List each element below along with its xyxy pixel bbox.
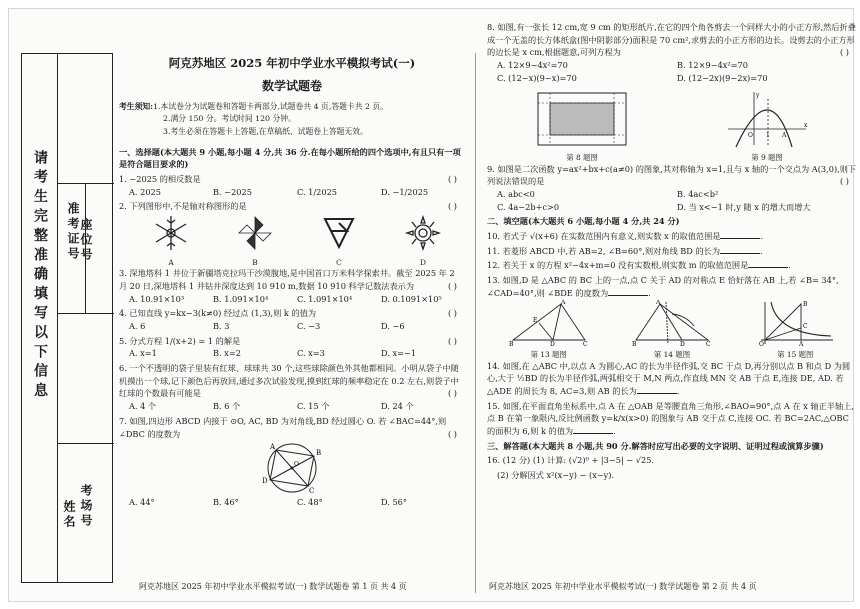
question-2-answer-box[interactable]: ( ): [448, 201, 457, 212]
question-7: [119, 415, 465, 440]
question-14-stem: 14. 如图,在 △ABC 中,以点 A 为圆心,AC 的长为半径作弧,交 BC 于点 D,再分别以点 B 和点 D 为圆心,大于 ½BD 的长为半径作弧,两弧相交于 M,N 两点,作直线 MN 交 AB 于点 E,连接 DE, AD. 若 △ADE 的周长为 8, AC=3,则 AB 的长为: [487, 360, 851, 396]
svg-text:O: O: [294, 461, 299, 469]
question-6: [119, 362, 465, 400]
q13-answer-blank[interactable]: [608, 288, 648, 296]
question-6-options: [119, 400, 465, 413]
svg-text:B: B: [803, 300, 808, 308]
question-9: [487, 163, 857, 188]
exam-empty-cell: [58, 54, 114, 184]
question-4-options: [119, 320, 465, 333]
q1-option-d[interactable]: D. −1/2025: [381, 186, 429, 197]
question-9-options: [487, 188, 857, 213]
q7-option-c[interactable]: C. 48°: [297, 497, 323, 508]
q8-option-d[interactable]: D. (12−2x)(9−2x)=70: [677, 72, 768, 83]
question-10-stem: 10. 若式子 √(x+6) 在实数范围内有意义,则实数 x 的取值范围是: [487, 231, 721, 242]
q3-option-b[interactable]: B. 1.091×10⁴: [213, 293, 269, 304]
q9-option-a[interactable]: A. abc<0: [497, 188, 535, 199]
inverse-function-figure: [755, 300, 835, 346]
question-14: 14. 如图,在 △ABC 中,以点 A 为圆心,AC 的长为半径作弧,交 BC 于点 D,再分别以点 B 和点 D 为圆心,大于 ½BD 的长为半径作弧,两弧相交于 M,N 两点,作直线 MN 交 AB 于点 E,连接 DE, AD. 若 △ADE 的周长为 8, AC=3,则 AB 的长为 .: [487, 360, 851, 396]
candidate-instructions: [119, 101, 465, 137]
question-1-options: [119, 186, 465, 199]
snowflake-icon: [149, 213, 193, 253]
compass-construction-figure: [632, 300, 712, 346]
question-8-options: [487, 59, 857, 84]
page-divider: [475, 53, 476, 593]
question-11-stem: 11. 若菱形 ABCD 中,若 AB=2, ∠B=60°,则对角线 BD 的长为: [487, 245, 721, 256]
svg-text:D: D: [262, 477, 268, 486]
q15-answer-blank[interactable]: [573, 426, 613, 434]
candidate-notice-text: 请考生完整准确填写以下信息: [32, 150, 48, 403]
svg-text:E: E: [532, 316, 538, 324]
q12-answer-blank[interactable]: [748, 260, 788, 268]
field-name-label: 姓名: [62, 500, 76, 530]
question-8: [487, 21, 857, 59]
question-3-answer-box[interactable]: ( ): [448, 280, 457, 291]
candidate-notice-column: [22, 54, 58, 582]
q1-option-a[interactable]: A. 2025: [129, 186, 161, 197]
fig13-container: [509, 300, 589, 358]
q8-option-a[interactable]: A. 12×9−4x²=70: [497, 60, 568, 71]
question-7-stem: 7. 如图,四边形 ABCD 内接于 ⊙O, AC, BD 为对角线,BD 经过圆心 O. 若 ∠BAC=44°,则 ∠DBC 的度数为: [119, 415, 447, 439]
question-7-answer-box[interactable]: ( ): [448, 428, 457, 439]
question-11: 11. 若菱形 ABCD 中,若 AB=2, ∠B=60°,则对角线 BD 的长为 .: [487, 245, 763, 256]
q5-option-d[interactable]: D. x=−1: [381, 348, 417, 359]
svg-text:C: C: [705, 340, 711, 346]
q5-option-a[interactable]: A. x=1: [129, 348, 157, 359]
instruction-line-3: 3.考生必须在答题卡上答题,在草稿纸、试题卷上答题无效。: [163, 126, 368, 136]
fig8-caption: 第 8 题图: [566, 152, 598, 162]
q2-figure-b[interactable]: [213, 213, 297, 265]
fig14-container: [632, 300, 712, 358]
svg-text:O: O: [748, 131, 753, 139]
question-9-answer-box[interactable]: ( ): [840, 176, 849, 187]
q3-option-a[interactable]: A. 10.91×10³: [129, 293, 185, 304]
pinwheel-icon: [233, 213, 277, 253]
rectangle-paper-figure: [534, 89, 630, 149]
question-5-answer-box[interactable]: ( ): [448, 335, 457, 346]
q1-option-b[interactable]: B. −2025: [213, 186, 252, 197]
q3-option-d[interactable]: D. 0.1091×10⁵: [381, 293, 442, 304]
question-1-stem: 1. −2025 的相反数是: [119, 174, 201, 185]
page-one-footer: 阿克苏地区 2025 年初中学业水平模拟考试(一) 数学试题卷 第 1 页 共 4 页: [139, 582, 407, 591]
q4-option-b[interactable]: B. 3: [213, 320, 230, 331]
q14-answer-blank[interactable]: [637, 386, 677, 394]
svg-text:A: A: [560, 299, 565, 306]
q9-option-b[interactable]: B. 4ac<b²: [677, 188, 719, 199]
fig15-caption: 第 15 题图: [777, 350, 814, 360]
q2-figure-d[interactable]: [381, 213, 465, 265]
question-1-answer-box[interactable]: ( ): [448, 174, 457, 185]
question-16-part2: (2) 分解因式 x²(x−y) − (x−y).: [497, 470, 615, 481]
q2-label-b: B: [252, 257, 258, 267]
question-4-stem: 4. 已知直线 y=kx−3(k≠0) 经过点 (1,3),则 k 的值为: [119, 308, 317, 319]
svg-text:C: C: [803, 322, 808, 330]
svg-text:D: D: [679, 340, 685, 346]
question-5-options: [119, 347, 465, 360]
section-two-heading: 二、填空题(本大题共 6 小题,每小题 4 分,共 24 分): [487, 216, 680, 227]
question-15-stem: 15. 如图,在平面直角坐标系中,点 A 在 △OAB 是等腰直角三角形,∠BAO=90°,点 A 在 x 轴正半轴上,点 B 在第一象限内,反比例函数 y=k/x(x>0) 的图象与 AB 交于点 C,连接 OC. 若 BC=2AC,△OBC 的面积为 6,则 k 的值为: [487, 400, 854, 437]
question-5-stem: 5. 分式方程 1/(x+2) = 1 的解是: [119, 335, 241, 346]
figures-8-9: [487, 89, 857, 161]
q7-option-d[interactable]: D. 56°: [381, 497, 407, 508]
field-room-number-label: 考场号: [79, 484, 93, 529]
page-two: [487, 19, 857, 539]
field-ticket-number[interactable]: [58, 184, 86, 314]
field-name-room[interactable]: [58, 444, 114, 584]
svg-text:B: B: [316, 449, 322, 458]
question-16-part1: 16. (12 分) (1) 计算: (√2)⁰ + |3−5| − √25.: [487, 455, 655, 466]
q5-option-c[interactable]: C. x=3: [297, 348, 325, 359]
exam-title: 阿克苏地区 2025 年初中学业水平模拟考试(一): [168, 56, 416, 70]
exam-sheet: [8, 8, 857, 602]
knot-shape-icon: [317, 213, 361, 253]
q6-option-b[interactable]: B. 6 个: [213, 401, 241, 412]
svg-text:O: O: [759, 340, 765, 346]
question-8-stem: 8. 如图,有一张长 12 cm,宽 9 cm 的矩形纸片,在它的四个角各剪去一个同样大小的小正方形,然后折叠成一个无盖的长方体纸盒(图中阴影部分)面积是 70 cm²,求剪去的小正方形的边长。设剪去的小正方形的边长是 x cm,根据题意,可列方程为: [487, 22, 856, 58]
fig14-caption: 第 14 题图: [653, 350, 691, 360]
q2-label-c: C: [336, 257, 342, 267]
instruction-line-1: 1.本试卷分为试题卷和答题卡两部分,试题卷共 4 页,答题卡共 2 页。: [153, 102, 389, 112]
q4-option-a[interactable]: A. 6: [129, 320, 146, 331]
page-one: [113, 53, 465, 573]
q8-option-c[interactable]: C. (12−x)(9−x)=70: [497, 72, 577, 83]
q7-figure: [119, 440, 465, 496]
field-seat-number-label: 座位号: [79, 218, 93, 263]
q6-option-c[interactable]: C. 15 个: [297, 401, 330, 412]
q7-option-a[interactable]: A. 44°: [129, 497, 155, 508]
fig9-container: [724, 89, 810, 161]
question-4: [119, 307, 465, 320]
svg-text:D: D: [549, 340, 555, 346]
section-one-heading: 一、选择题(本大题共 9 小题,每小题 4 分,共 36 分.在每小题所给的四个选项中,有且只有一项是符合题目要求的): [119, 146, 461, 170]
q5-option-b[interactable]: B. x=2: [213, 348, 241, 359]
q8-option-b[interactable]: B. 12×9−4x²=70: [677, 60, 748, 71]
question-13: 13. 如图,D 是 △ABC 的 BC 上的一点,点 C 关于 AD 的对称点 E 恰好落在 AB 上,若 ∠B= 34°, ∠CAD=40°,则 ∠BDE 的度数为 .: [487, 275, 839, 298]
q11-answer-blank[interactable]: [720, 246, 760, 254]
instructions-label: 考生须知:: [119, 102, 154, 112]
svg-text:y: y: [756, 91, 760, 99]
q2-label-a: A: [168, 257, 174, 267]
figures-13-15: [487, 300, 857, 358]
q2-label-d: D: [420, 257, 426, 267]
svg-text:C: C: [582, 340, 588, 346]
question-13-stem: 13. 如图,D 是 △ABC 的 BC 上的一点,点 C 关于 AD 的对称点 E 恰好落在 AB 上,若 ∠B= 34°, ∠CAD=40°,则 ∠BDE 的度数为: [487, 275, 839, 298]
q7-option-b[interactable]: B. 46°: [213, 497, 239, 508]
fig9-caption: 第 9 题图: [751, 152, 783, 162]
question-1: [119, 173, 465, 186]
q6-option-a[interactable]: A. 4 个: [129, 401, 157, 412]
fig15-container: [755, 300, 835, 358]
question-6-answer-box[interactable]: ( ): [448, 388, 457, 399]
inscribed-quadrilateral-figure: [252, 440, 332, 496]
exam-empty-cell-2: [58, 314, 114, 444]
question-12-stem: 12. 若关于 x 的方程 x²−4x+m=0 没有实数根,则实数 m 的取值范围是: [487, 260, 749, 271]
question-7-options: [119, 496, 465, 509]
q6-option-d[interactable]: D. 24 个: [381, 401, 414, 412]
question-10: 10. 若式子 √(x+6) 在实数范围内有意义,则实数 x 的取值范围是 .: [487, 231, 764, 242]
svg-text:x: x: [804, 121, 808, 129]
question-6-stem: 6. 一个不透明的袋子里装有红球、球球共 30 个,这些球除颜色外其他都相同。小明从袋子中随机摸出一个球,记下颜色后再放回,通过多次试验发现,摸到红球的频率稳定在 0.2 左右,则袋子中红球的个数最有可能是: [119, 363, 459, 399]
question-3-options: [119, 293, 465, 306]
question-12: 12. 若关于 x 的方程 x²−4x+m=0 没有实数根,则实数 m 的取值范围是 .: [487, 260, 791, 271]
fig13-caption: 第 13 题图: [530, 350, 567, 360]
question-3-stem: 3. 深地塔科 1 井位于新疆塔克拉玛干沙漠腹地,是中国首口万米科学探索井。截至 2025 年 2 月 20 日,深地塔科 1 井钻井深度达到 10 910 m,数据 10 910 科学记数法表示为: [119, 268, 455, 291]
q3-option-c[interactable]: C. 1.091×10⁴: [297, 293, 353, 304]
question-2: [119, 200, 465, 213]
triangle-reflection-figure: [509, 300, 589, 346]
question-4-answer-box[interactable]: ( ): [448, 308, 457, 319]
candidate-info-panel: [21, 53, 113, 583]
svg-text:A: A: [270, 443, 276, 452]
candidate-field-grid: [58, 54, 114, 582]
question-2-figures: [119, 213, 465, 265]
parabola-graph-figure: [724, 89, 810, 149]
q2-figure-c[interactable]: [297, 213, 381, 265]
q1-option-c[interactable]: C. 1/2025: [297, 186, 337, 197]
svg-text:A: A: [782, 131, 787, 139]
page-two-footer: 阿克苏地区 2025 年初中学业水平模拟考试(一) 数学试题卷 第 2 页 共 4 页: [489, 582, 757, 591]
q4-option-d[interactable]: D. −6: [381, 320, 405, 331]
svg-text:A: A: [799, 340, 804, 346]
question-9-stem: 9. 如图是二次函数 y=ax²+bx+c(a≠0) 的图象,其对称轴为 x=1,且与 x 轴的一个交点为 A(3,0),则下列说法错误的是: [487, 163, 857, 187]
field-ticket-number-label: 准考证号: [66, 202, 80, 262]
section-three-heading: 三、解答题(本大题共 8 小题,共 90 分.解答时应写出必要的文字说明、证明过程或演算步骤): [487, 440, 824, 451]
sun-icon: [401, 213, 445, 253]
q2-figure-a[interactable]: [129, 213, 213, 265]
q10-answer-blank[interactable]: [720, 231, 760, 239]
fig8-container: [534, 89, 630, 161]
q4-option-c[interactable]: C. −3: [297, 320, 321, 331]
question-15: 15. 如图,在平面直角坐标系中,点 A 在 △OAB 是等腰直角三角形,∠BAO=90°,点 A 在 x 轴正半轴上,点 B 在第一象限内,反比例函数 y=k/x(x>0) 的图象与 AB 交于点 C,连接 OC. 若 BC=2AC,△OBC 的面积为 6,则 k 的值为 .: [487, 400, 854, 437]
question-5: [119, 335, 465, 348]
question-3: [119, 267, 465, 292]
svg-text:B: B: [631, 340, 637, 346]
q9-option-d[interactable]: D. 当 x<−1 时,y 随 x 的增大而增大: [677, 201, 811, 212]
svg-text:1: 1: [766, 131, 770, 139]
svg-text:A: A: [655, 299, 661, 306]
question-2-stem: 2. 下列图形中,不是轴对称图形的是: [119, 201, 247, 212]
q9-option-c[interactable]: C. 4a−2b+c>0: [497, 201, 560, 212]
question-8-answer-box[interactable]: ( ): [840, 47, 849, 58]
exam-subtitle: 数学试题卷: [261, 78, 322, 93]
svg-text:C: C: [309, 487, 315, 496]
instruction-line-2: 2.满分 150 分。考试时间 120 分钟。: [163, 114, 296, 124]
svg-text:B: B: [508, 340, 514, 346]
